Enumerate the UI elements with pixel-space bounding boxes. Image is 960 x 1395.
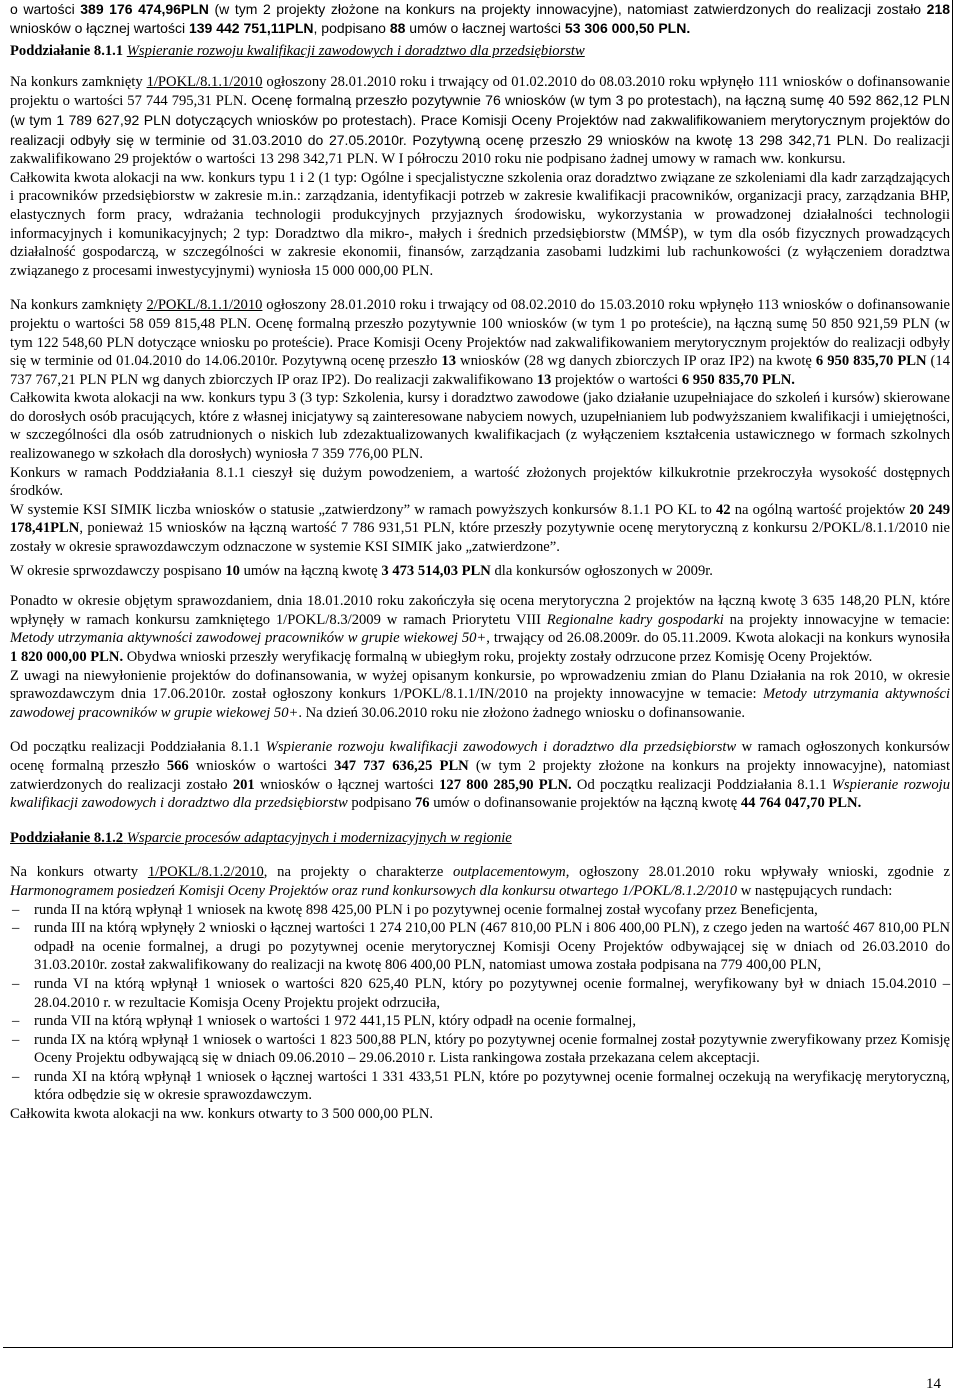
value: 347 737 636,25 PLN — [334, 757, 469, 774]
dash-bullet: – — [12, 920, 20, 937]
paragraph-alokacja-1: Całkowita kwota alokacji na ww. konkurs typu 1 i 2 (1 typ: Ogólne i specjalistyczne szkolenia oraz doradztwo związane ze szkoleniami dla kadr zarządzających i pracowników przedsiębiorstw w zakresie m.in.: zarządzania, identyfikacji potrzeb w zakresie kwalifikacji pracowników, organizacji pracy, zarządzania BHP, elastycznych form pracy, wdrażania technologii produkcyjnych przyjaznych środowisku, wykorzystania w prowadzonej działalności technologii informacyjnych i komunikacyjnych; 2 typ: Doradztwo dla mikro-, małych i średnich przedsiębiorstw (MMŚP), w tym dla osób fizycznych prowadzących działalność gospodarczą, w szczególności w zakresie ekonomii, finansów, zarządzania zasobami ludzkimi lub rachunkowości (z wyłączeniem doradztwa związanego z procesami inwestycyjnymi) wyniosła 15 000 000,00 PLN. — [10, 169, 950, 279]
text: W okresie sprwozdawczy pospisano — [10, 562, 226, 579]
section-title: Wspieranie rozwoju kwalifikacji zawodowych i doradztwo dla przedsiębiorstw — [126, 43, 585, 60]
list-item-text: runda VI na którą wpłynął 1 wniosek o wartości 820 625,40 PLN, który po pozytywnej ocenie formalnej, weryfikowany był w dniach 15.04.2010 – 28.04.2010 r. w rezultacie Komisja Oceny Projektu projekt odrzuciła, — [34, 975, 950, 1011]
paragraph-konkurs-2 — [10, 296, 950, 389]
value: 10 — [225, 562, 240, 579]
value: 218 — [926, 1, 951, 17]
contest-code: 1/POKL/8.1.2/2010 — [147, 864, 264, 881]
text: wniosków (28 wg danych zbiorczych IP oraz IP2) na kwotę — [456, 353, 816, 370]
text: Na konkurs otwarty — [10, 864, 148, 881]
text: wniosków o wartości — [188, 757, 335, 774]
dash-bullet: – — [12, 1031, 20, 1048]
text: Ocenę formalną przeszło pozytywnie 76 wniosków (w tym 3 po protestach), na łączną sumę 40 592 862,12 PLN (w tym 1 789 627,92 PLN dotyczących wniosków po protestach). Prace Komisji Oceny Projektów nad zakwalifikowaniem merytorycznym projektów do realizacji odbyły się w terminie od 31.03.2010 do 27.05.2010r. Pozytywną ocenę przeszło 29 wniosków na kwotę 13 298 342,71 PLN. — [10, 92, 950, 148]
value: 6 950 835,70 PLN — [815, 353, 927, 370]
list-item — [10, 901, 950, 920]
text-italic: Metody utrzymania aktywności zawodowej pracowników w grupie wiekowej 50+ — [10, 686, 951, 721]
list-item — [10, 975, 950, 1012]
paragraph-innowacyjne — [10, 592, 950, 666]
text: umów na łączną kwotę — [239, 562, 382, 579]
value: 13 — [441, 353, 457, 370]
contest-code: 1/POKL/8.1.1/2010 — [146, 73, 263, 90]
page-number: 14 — [926, 1376, 941, 1392]
text: Ponadto w okresie objętym sprawozdaniem, dnia 18.01.2010 roku zakończyła się ocena merytoryczna 2 projektów na łączną kwotę 3 635 148,20 PLN, które wpłynęły w ramach konkursu zamkniętego 1/POKL/8.3/2009 w ramach Priorytetu VIII — [10, 593, 950, 628]
text: dla konkursów ogłoszonych w 2009r. — [490, 562, 713, 579]
text: Do realizacji zakwalifikowano 29 projektów o wartości 13 298 342,71 PLN. W I półroczu 2010 roku nie podpisano żadnej umowy w ramach ww. konkursu. — [10, 132, 950, 168]
text: Na konkurs zamknięty — [10, 73, 147, 90]
dash-bullet: – — [12, 1068, 20, 1085]
text: umów o dofinansowanie projektów na łączną kwotę — [429, 795, 741, 812]
paragraph-alokacja-3: Całkowita kwota alokacji na ww. konkurs typu 3 (3 typ: Szkolenia, kursy i doradztwo zawodowe (jako działanie uzupełniajace do szkoleń i kursów) skierowane do dorosłych osób pracujących, które z własnej inicjatywy są zainteresowane nabyciem nowych, uzupełnianiem lub podwyższaniem kwalifikacji i umiejętności, w szczególności dla osób zatrudnionych o niskich lub zdezaktualizowanych kwalifikacjach (z wyłączeniem kształcenia ustawicznego w formach szkolnych realizowanego w szkołach dla dorosłych) wyniosła 7 359 776,00 PLN. — [10, 390, 950, 463]
text: Od początku realizacji Poddziałania 8.1.1 — [571, 776, 832, 793]
section-heading-8-1-1 — [10, 42, 950, 61]
text: , na projekty o charakterze — [263, 864, 454, 881]
paragraph-powodzenie: Konkurs w ramach Poddziałania 8.1.1 cieszył się dużym powodzeniem, a wartość złożonych projektów kilkukrotnie przekroczyła wysokość dostępnych środków. — [10, 464, 950, 500]
text: wniosków o łącznej wartości — [10, 19, 189, 36]
text: , trwający od 26.08.2009r. do 05.11.2009. Kwota alokacji na konkurs wynosiła — [486, 630, 950, 647]
paragraph-alokacja-8-1-2: Całkowita kwota alokacji na ww. konkurs otwarty to 3 500 000,00 PLN. — [10, 1106, 434, 1123]
value: 20 249 178,41PLN — [10, 501, 950, 537]
paragraph-konkurs-8-1-2 — [10, 863, 950, 900]
paragraph-ksi-simik — [10, 501, 950, 557]
text: , podpisano — [313, 19, 390, 36]
value: 139 442 751,11PLN — [188, 19, 314, 36]
dash-bullet: – — [12, 901, 20, 918]
value: 13 — [536, 371, 552, 388]
value: 44 764 047,70 PLN. — [740, 795, 862, 812]
text: Na konkurs zamknięty — [10, 297, 147, 314]
text-italic: Harmonogramem posiedzeń Komisji Oceny Projektów oraz rund konkursowych dla konkursu otwartego 1/POKL/8.1.2/2010 — [10, 882, 738, 899]
list-item — [10, 1068, 950, 1105]
dash-bullet: – — [12, 1013, 20, 1030]
paragraph-umowy-2009 — [10, 562, 950, 581]
text: podpisano — [347, 795, 415, 812]
list-item — [10, 1031, 950, 1068]
text: ogłoszony 28.01.2010 roku i trwający od 01.02.2010 do 08.03.2010 roku wpłynęło 111 wniosków o dofinansowanie projektu o wartości 57 744 795,31 PLN. — [10, 73, 950, 110]
list-item-text: runda IX na którą wpłynął 1 wniosek o wartości 1 823 500,88 PLN, który po pozytywnej ocenie formalnej został pozytywnie zweryfikowany przez Komisję Oceny Projektu odbywającą się w dniach 09.06.2010 – 29.06.2010 r. Lista rankingowa została przekazana celem akceptacji. — [34, 1031, 950, 1067]
text: w ramach ogłoszonych konkursów ocenę formalną przeszło — [10, 739, 951, 774]
list-item — [10, 919, 950, 975]
value: 566 — [166, 757, 189, 774]
text: Obydwa wnioski przeszły weryfikację formalną w ubiegłym roku, projekty zostały odrzucone przez Komisję Oceny Projektów. — [123, 649, 873, 665]
text: na projekty innowacyjne w temacie: — [723, 611, 950, 628]
value: 1 820 000,00 PLN. — [10, 649, 124, 665]
section-title: Wsparcie procesów adaptacyjnych i modernizacyjnych w regionie — [126, 829, 512, 846]
text: Od początku realizacji Poddziałania 8.1.1 — [10, 739, 266, 756]
list-item-text: runda II na którą wpłynął 1 wniosek na kwotę 898 425,00 PLN i po pozytywnej ocenie formalnej został wycofany przez Beneficjenta, — [34, 901, 818, 918]
text: projektów o wartości — [551, 371, 682, 388]
paragraph-konkurs-1 — [10, 73, 950, 169]
text: w następujących rundach: — [737, 882, 893, 899]
value: 88 — [389, 19, 406, 36]
value: 76 — [414, 795, 430, 812]
text-italic: Wspieranie rozwoju kwalifikacji zawodowych i doradztwo dla przedsiębiorstw — [10, 776, 950, 812]
paragraph-nowy-konkurs-in — [10, 667, 950, 723]
text: na ogólną wartość projektów — [730, 501, 910, 518]
rounds-list — [10, 901, 950, 1106]
paragraph-podsumowanie-8-1-1 — [10, 738, 950, 812]
section-label: Poddziałanie 8.1.1 — [10, 43, 124, 60]
text: Z uwagi na niewyłonienie projektów do dofinansowania, w wyżej opisanym konkursie, po wprowadzeniu zmian do Planu Działania na rok 2010, w okresie sprawozdawczym dnia 17.06.2010r. został ogłoszony konkurs 1/POKL/8.1.1/IN/2010 na projekty innowacyjne w temacie: — [10, 667, 950, 703]
paragraph-summary-8-1-1-prev — [10, 0, 950, 37]
value: 3 473 514,03 PLN — [381, 562, 491, 579]
text: umów o łacznej wartości — [405, 19, 565, 36]
list-item — [10, 1012, 950, 1031]
text: . Na dzień 30.06.2010 roku nie złożono żadnego wniosku o dofinansowanie. — [298, 704, 745, 721]
text: , ponieważ 15 wniosków na łączną wartość 7 786 931,51 PLN, które przeszły pozytywnie ocenę merytoryczną z konkursu 2/POKL/8.1.1/2010 nie zostały w okresie sprawozdawczym odznaczone w systemie KSI SIMIK jako „zatwierdzone”. — [10, 520, 950, 556]
section-label: Poddziałanie 8.1.2 — [10, 829, 124, 846]
list-item-text: runda III na którą wpłynęły 2 wnioski o łącznej wartości 1 274 210,00 PLN (467 810,00 PLN i 806 400,00 PLN), z czego jeden na wartość 467 810,00 PLN odpadł na ocenie formalnej, a drugi po pozytywnej ocenie merytorycznej Komisji Oceny Projektów odbywającej się w dniach od 26.03.2010 do 31.03.2010r. został zakwalifikowany do realizacji na kwotę 806 400,00 PLN, natomiast umowa została podpisana na 779 400,00 PLN, — [34, 920, 950, 974]
contest-code: 2/POKL/8.1.1/2010 — [146, 297, 263, 314]
value: 42 — [715, 501, 731, 518]
text: wniosków o łącznej wartości — [254, 776, 440, 793]
value: 6 950 835,70 PLN. — [681, 371, 795, 388]
text-italic: Regionalne kadry gospodarki — [546, 611, 724, 628]
value: 389 176 474,96PLN — [80, 1, 209, 17]
value: 201 — [232, 776, 255, 793]
dash-bullet: – — [12, 975, 20, 992]
text: (w tym 2 projekty złożone na konkurs na projekty innowacyjne), natomiast zatwierdzonych do realizacji zostało — [10, 757, 950, 793]
value: 127 800 285,90 PLN. — [439, 776, 572, 793]
text: ogłoszony 28.01.2010 roku i trwający od 08.02.2010 do 15.03.2010 roku wpłynęło 113 wniosków o dofinansowanie projektu o wartości 58 059 815,48 PLN. Ocenę formalną przeszło pozytywnie 100 wniosków (w tym 1 po proteście), na łączną sumę 50 850 921,59 PLN (w tym 122 548,60 PLN dotyczące wniosku po proteście). Prace Komisji Oceny Projektów nad zakwalifikowaniem merytorycznym projektów do realizacji odbyły się w terminie od 01.04.2010 do 14.06.2010r. Pozytywną ocenę przeszło — [10, 297, 950, 370]
page-content — [10, 0, 950, 1124]
section-heading-8-1-2 — [10, 829, 950, 848]
list-item-text: runda VII na którą wpłynął 1 wniosek o wartości 1 972 441,15 PLN, który odpadł na ocenie formalnej, — [34, 1013, 636, 1030]
text-italic: Wspieranie rozwoju kwalifikacji zawodowych i doradztwo dla przedsiębiorstw — [265, 739, 737, 756]
text: W systemie KSI SIMIK liczba wniosków o statusie „zatwierdzony” w ramach powyższych konkursów 8.1.1 PO KL to — [10, 501, 716, 518]
text: (14 737 767,21 PLN PLN wg danych zbiorczych IP oraz IP2). Do realizacji zakwalifikowano — [10, 353, 951, 388]
text-italic: Metody utrzymania aktywności zawodowej pracowników w grupie wiekowej 50+ — [10, 630, 487, 647]
list-item-text: runda XI na którą wpłynął 1 wniosek o łącznej wartości 1 331 433,51 PLN, które po pozytywnej ocenie formalnej oczekują na weryfikację merytoryczną, która odbędzie się w okresie sprawozdawczym. — [34, 1068, 950, 1104]
text: , ogłoszony 28.01.2010 roku wpływały wnioski, zgodnie z — [565, 864, 950, 881]
text: o wartości — [10, 1, 81, 17]
text: (w tym 2 projekty złożone na konkurs na projekty innowacyjne), natomiast zatwierdzonych do realizacji zostało — [208, 1, 927, 17]
text-italic: outplacementowym — [453, 864, 566, 881]
value: 53 306 000,50 PLN. — [564, 19, 691, 36]
